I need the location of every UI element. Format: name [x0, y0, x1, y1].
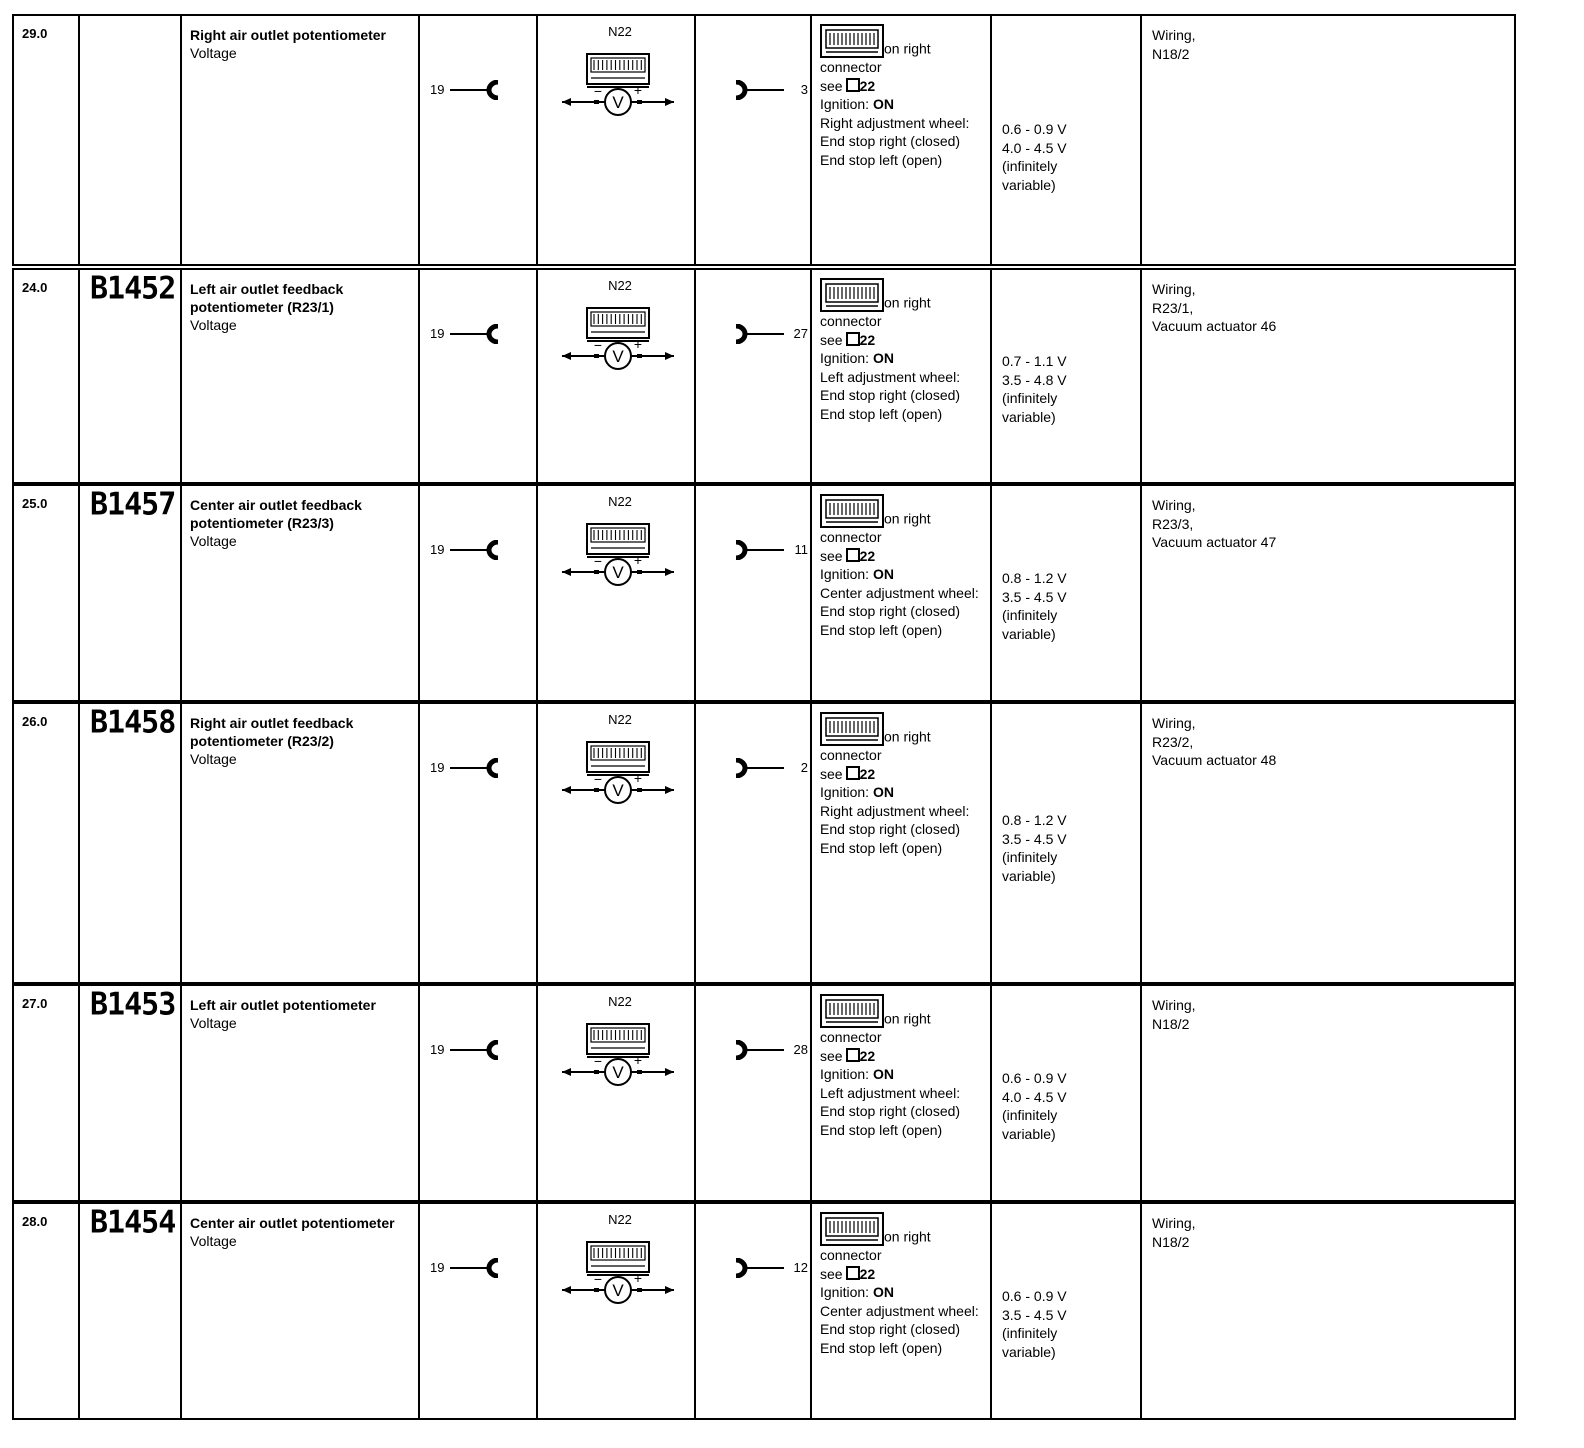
- voltmeter-icon: [558, 292, 678, 376]
- remedy-line: R23/1,: [1152, 299, 1194, 316]
- pin-left-cell: [418, 486, 538, 700]
- remedy-cell: [1140, 16, 1516, 264]
- socket-right-icon: [732, 1258, 784, 1278]
- test-title: Center air outlet potentiometer: [190, 1215, 395, 1231]
- pin-left: 19: [430, 542, 445, 557]
- condition-connector: [820, 278, 990, 331]
- description-cell: [180, 16, 420, 264]
- remedy-cell: [1140, 270, 1516, 482]
- test-row: [12, 702, 1516, 984]
- nominal-value-cell: [990, 1204, 1142, 1418]
- nominal-value-low: 0.7 - 1.1 V: [1002, 353, 1067, 369]
- pin-right: 12: [793, 1260, 808, 1275]
- nominal-value-note: (infinitely variable): [1002, 158, 1058, 193]
- svg-text:V: V: [612, 347, 624, 366]
- step-cell: [14, 1204, 80, 1418]
- remedy-line: Wiring,: [1152, 27, 1196, 43]
- svg-text:+: +: [633, 336, 643, 352]
- nominal-value-low: 0.8 - 1.2 V: [1002, 812, 1067, 828]
- test-title: Right air outlet feedback potentiometer (R23/2): [190, 715, 354, 749]
- condition-wheel: Center adjustment wheel:: [820, 584, 979, 601]
- pin-right: 27: [793, 326, 808, 341]
- nominal-value-high: 3.5 - 4.5 V: [1002, 588, 1067, 605]
- voltmeter-icon: [558, 38, 678, 122]
- step-cell: [14, 16, 80, 264]
- nominal-value-cell: [990, 704, 1142, 982]
- meter-cell: [536, 704, 696, 982]
- condition-ignition: Ignition: ON: [820, 784, 894, 800]
- connector-text: on right connector: [820, 1010, 931, 1045]
- condition-connector: [820, 494, 990, 547]
- condition-wheel: Right adjustment wheel:: [820, 114, 970, 131]
- condition-stop-right: End stop right (closed): [820, 387, 961, 403]
- remedy-line: Vacuum actuator 47: [1152, 534, 1277, 550]
- connector-text: on right connector: [820, 40, 931, 75]
- svg-text:−: −: [593, 771, 603, 787]
- condition-stop-left: End stop left (open): [820, 1121, 943, 1138]
- nominal-value-cell: [990, 486, 1142, 700]
- condition-see: see 22: [820, 77, 876, 94]
- connector-icon: [820, 278, 884, 312]
- meter-cell: [536, 270, 696, 482]
- step-number: 27.0: [22, 996, 48, 1011]
- pin-right-cell: [694, 1204, 812, 1418]
- pin-left: 19: [430, 82, 445, 97]
- pin-left-cell: [418, 1204, 538, 1418]
- nominal-value-note: (infinitely variable): [1002, 607, 1058, 642]
- pin-right: 3: [800, 82, 808, 97]
- connector-icon: [820, 494, 884, 528]
- socket-right-icon: [732, 540, 784, 560]
- svg-text:V: V: [612, 563, 624, 582]
- fault-code-cell: [78, 16, 182, 264]
- condition-cell: [810, 1204, 992, 1418]
- connector-icon: [820, 1212, 884, 1246]
- fault-code: B1458: [90, 704, 176, 741]
- condition-stop-right: End stop right (closed): [820, 133, 961, 149]
- condition-stop-right: End stop right (closed): [820, 603, 961, 619]
- description-cell: [180, 986, 420, 1200]
- socket-right-icon: [732, 324, 784, 344]
- remedy-cell: [1140, 1204, 1516, 1418]
- connector-icon: [820, 24, 884, 58]
- remedy-line: Vacuum actuator 46: [1152, 318, 1277, 334]
- svg-text:−: −: [593, 337, 603, 353]
- pin-right: 11: [794, 542, 808, 557]
- reference-box-icon: [846, 548, 860, 562]
- step-number: 29.0: [22, 26, 48, 41]
- condition-wheel: Center adjustment wheel:: [820, 1302, 979, 1319]
- voltmeter-icon: [558, 508, 678, 592]
- test-title: Left air outlet potentiometer: [190, 997, 376, 1013]
- description-cell: [180, 1204, 420, 1418]
- svg-text:V: V: [612, 1281, 624, 1300]
- condition-see: see 22: [820, 1265, 876, 1282]
- ignition-value: ON: [872, 1066, 894, 1082]
- reference-number[interactable]: 22: [859, 77, 876, 94]
- test-subtitle: Voltage: [190, 751, 237, 767]
- condition-cell: [810, 270, 992, 482]
- voltmeter-icon: [558, 1226, 678, 1310]
- nominal-value-cell: [990, 16, 1142, 264]
- condition-stop-left: End stop left (open): [820, 405, 943, 422]
- svg-text:−: −: [593, 553, 603, 569]
- test-subtitle: Voltage: [190, 1015, 237, 1031]
- pin-left: 19: [430, 1260, 445, 1275]
- remedy-line: R23/2,: [1152, 733, 1194, 750]
- fault-code-cell: [78, 986, 182, 1200]
- meter-cell: [536, 986, 696, 1200]
- ignition-value: ON: [872, 96, 894, 112]
- reference-box-icon: [846, 1048, 860, 1062]
- step-number: 24.0: [22, 280, 48, 295]
- reference-box-icon: [846, 78, 860, 92]
- svg-text:V: V: [612, 781, 624, 800]
- ignition-value: ON: [872, 566, 894, 582]
- condition-connector: [820, 1212, 990, 1265]
- description-cell: [180, 486, 420, 700]
- step-cell: [14, 270, 80, 482]
- reference-number[interactable]: 22: [859, 1265, 876, 1282]
- pin-right: 28: [793, 1042, 808, 1057]
- remedy-cell: [1140, 486, 1516, 700]
- reference-number[interactable]: 22: [859, 331, 876, 348]
- condition-ignition: Ignition: ON: [820, 350, 894, 366]
- condition-see: see 22: [820, 765, 876, 782]
- reference-number[interactable]: 22: [859, 765, 876, 782]
- nominal-value-high: 3.5 - 4.8 V: [1002, 371, 1067, 388]
- socket-right-icon: [732, 80, 784, 100]
- remedy-line: Vacuum actuator 48: [1152, 752, 1277, 768]
- pin-left-cell: [418, 16, 538, 264]
- fault-code: B1457: [90, 486, 176, 523]
- condition-stop-right: End stop right (closed): [820, 1103, 961, 1119]
- reference-number[interactable]: 22: [859, 1047, 876, 1064]
- svg-text:V: V: [612, 93, 624, 112]
- test-row: [12, 14, 1516, 266]
- remedy-cell: [1140, 704, 1516, 982]
- test-subtitle: Voltage: [190, 317, 237, 333]
- step-cell: [14, 704, 80, 982]
- description-cell: [180, 704, 420, 982]
- fault-code-cell: [78, 270, 182, 482]
- step-cell: [14, 986, 80, 1200]
- fault-code-cell: [78, 1204, 182, 1418]
- svg-text:−: −: [593, 1053, 603, 1069]
- test-subtitle: Voltage: [190, 1233, 237, 1249]
- condition-stop-left: End stop left (open): [820, 151, 943, 168]
- description-cell: [180, 270, 420, 482]
- remedy-line: N18/2: [1152, 1015, 1190, 1032]
- nominal-value-high: 4.0 - 4.5 V: [1002, 139, 1067, 156]
- pin-right-cell: [694, 16, 812, 264]
- condition-wheel: Left adjustment wheel:: [820, 368, 961, 385]
- condition-cell: [810, 986, 992, 1200]
- nominal-value-note: (infinitely variable): [1002, 1107, 1058, 1142]
- reference-number[interactable]: 22: [859, 547, 876, 564]
- nominal-value-low: 0.6 - 0.9 V: [1002, 121, 1067, 137]
- pin-right: 2: [800, 760, 808, 775]
- test-subtitle: Voltage: [190, 533, 237, 549]
- condition-wheel: Left adjustment wheel:: [820, 1084, 961, 1101]
- fault-code: B1454: [90, 1204, 176, 1241]
- nominal-value-note: (infinitely variable): [1002, 390, 1058, 425]
- reference-box-icon: [846, 332, 860, 346]
- connector-text: on right connector: [820, 1228, 931, 1263]
- condition-ignition: Ignition: ON: [820, 96, 894, 112]
- nominal-value-note: (infinitely variable): [1002, 849, 1058, 884]
- socket-left-icon: [450, 80, 502, 100]
- condition-cell: [810, 486, 992, 700]
- nominal-value-high: 4.0 - 4.5 V: [1002, 1088, 1067, 1105]
- pin-left: 19: [430, 326, 445, 341]
- remedy-line: Wiring,: [1152, 997, 1196, 1013]
- nominal-value-note: (infinitely variable): [1002, 1325, 1058, 1360]
- meter-label: N22: [608, 24, 632, 39]
- nominal-value-high: 3.5 - 4.5 V: [1002, 830, 1067, 847]
- step-number: 25.0: [22, 496, 48, 511]
- meter-cell: [536, 16, 696, 264]
- pin-left: 19: [430, 760, 445, 775]
- svg-text:V: V: [612, 1063, 624, 1082]
- pin-right-cell: [694, 486, 812, 700]
- condition-connector: [820, 994, 990, 1047]
- connector-icon: [820, 994, 884, 1028]
- svg-text:−: −: [593, 1271, 603, 1287]
- test-title: Right air outlet potentiometer: [190, 27, 386, 43]
- connector-icon: [820, 712, 884, 746]
- remedy-cell: [1140, 986, 1516, 1200]
- step-cell: [14, 486, 80, 700]
- pin-right-cell: [694, 704, 812, 982]
- test-subtitle: Voltage: [190, 45, 237, 61]
- nominal-value-low: 0.6 - 0.9 V: [1002, 1070, 1067, 1086]
- svg-text:−: −: [593, 83, 603, 99]
- remedy-line: Wiring,: [1152, 281, 1196, 297]
- svg-text:+: +: [633, 1052, 643, 1068]
- meter-label: N22: [608, 712, 632, 727]
- pin-right-cell: [694, 986, 812, 1200]
- connector-text: on right connector: [820, 728, 931, 763]
- remedy-line: Wiring,: [1152, 715, 1196, 731]
- condition-see: see 22: [820, 547, 876, 564]
- socket-left-icon: [450, 1040, 502, 1060]
- test-title: Center air outlet feedback potentiometer (R23/3): [190, 497, 362, 531]
- pin-left: 19: [430, 1042, 445, 1057]
- meter-cell: [536, 486, 696, 700]
- condition-ignition: Ignition: ON: [820, 1066, 894, 1082]
- fault-code-cell: [78, 486, 182, 700]
- fault-code-cell: [78, 704, 182, 982]
- fault-code: B1452: [90, 270, 176, 307]
- nominal-value-high: 3.5 - 4.5 V: [1002, 1306, 1067, 1323]
- test-row: [12, 268, 1516, 484]
- nominal-value-cell: [990, 986, 1142, 1200]
- condition-wheel: Right adjustment wheel:: [820, 802, 970, 819]
- test-row: [12, 984, 1516, 1202]
- pin-left-cell: [418, 986, 538, 1200]
- ignition-value: ON: [872, 350, 894, 366]
- condition-stop-left: End stop left (open): [820, 621, 943, 638]
- socket-left-icon: [450, 324, 502, 344]
- remedy-line: Wiring,: [1152, 497, 1196, 513]
- svg-text:+: +: [633, 770, 643, 786]
- nominal-value-low: 0.6 - 0.9 V: [1002, 1288, 1067, 1304]
- condition-connector: [820, 24, 990, 77]
- test-row: [12, 484, 1516, 702]
- step-number: 28.0: [22, 1214, 48, 1229]
- ignition-value: ON: [872, 784, 894, 800]
- nominal-value-low: 0.8 - 1.2 V: [1002, 570, 1067, 586]
- nominal-value-cell: [990, 270, 1142, 482]
- remedy-line: N18/2: [1152, 45, 1190, 62]
- meter-cell: [536, 1204, 696, 1418]
- svg-text:+: +: [633, 552, 643, 568]
- remedy-line: Wiring,: [1152, 1215, 1196, 1231]
- connector-text: on right connector: [820, 294, 931, 329]
- condition-stop-right: End stop right (closed): [820, 821, 961, 837]
- voltmeter-icon: [558, 726, 678, 810]
- meter-label: N22: [608, 278, 632, 293]
- reference-box-icon: [846, 1266, 860, 1280]
- socket-left-icon: [450, 1258, 502, 1278]
- condition-stop-left: End stop left (open): [820, 1339, 943, 1356]
- condition-cell: [810, 16, 992, 264]
- socket-left-icon: [450, 540, 502, 560]
- condition-see: see 22: [820, 1047, 876, 1064]
- condition-stop-left: End stop left (open): [820, 839, 943, 856]
- meter-label: N22: [608, 494, 632, 509]
- condition-stop-right: End stop right (closed): [820, 1321, 961, 1337]
- reference-box-icon: [846, 766, 860, 780]
- condition-see: see 22: [820, 331, 876, 348]
- socket-left-icon: [450, 758, 502, 778]
- condition-cell: [810, 704, 992, 982]
- pin-left-cell: [418, 270, 538, 482]
- pin-left-cell: [418, 704, 538, 982]
- condition-ignition: Ignition: ON: [820, 566, 894, 582]
- condition-ignition: Ignition: ON: [820, 1284, 894, 1300]
- step-number: 26.0: [22, 714, 48, 729]
- remedy-line: N18/2: [1152, 1233, 1190, 1250]
- connector-text: on right connector: [820, 510, 931, 545]
- test-row: [12, 1202, 1516, 1420]
- fault-code: B1453: [90, 986, 176, 1023]
- remedy-line: R23/3,: [1152, 515, 1194, 532]
- test-title: Left air outlet feedback potentiometer (R23/1): [190, 281, 344, 315]
- condition-connector: [820, 712, 990, 765]
- socket-right-icon: [732, 758, 784, 778]
- voltmeter-icon: [558, 1008, 678, 1092]
- svg-text:+: +: [633, 1270, 643, 1286]
- meter-label: N22: [608, 994, 632, 1009]
- socket-right-icon: [732, 1040, 784, 1060]
- svg-text:+: +: [633, 82, 643, 98]
- ignition-value: ON: [872, 1284, 894, 1300]
- meter-label: N22: [608, 1212, 632, 1227]
- pin-right-cell: [694, 270, 812, 482]
